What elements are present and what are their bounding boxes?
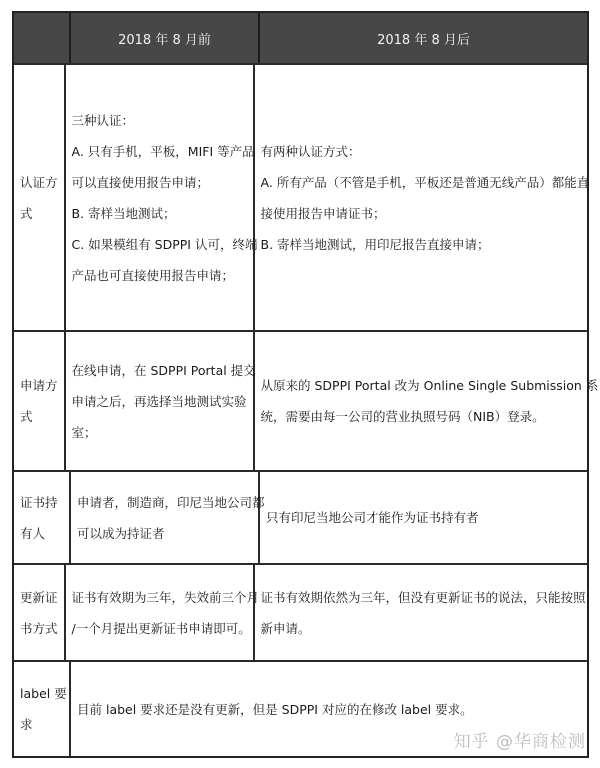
text-line: 三种认证： (71, 112, 135, 128)
text-line: A. 所有产品（不管是手机，平板还是普通无线产品）都能直 (260, 174, 590, 190)
text-line: /一个月提出更新证书申请即可。 (71, 620, 251, 636)
text-line: 可以成为持证者 (77, 525, 165, 541)
text-line: 可以直接使用报告申请； (71, 174, 210, 190)
text-line: 室； (71, 424, 97, 440)
header-empty-cell (14, 13, 71, 63)
text-line: 在线申请，在 SDPPI Portal 提交 (71, 362, 256, 378)
text-line: B. 寄样当地测试，用印尼报告直接申请； (260, 236, 490, 252)
text-line: 证书有效期依然为三年，但没有更新证书的说法，只能按照 (260, 589, 586, 605)
row-label (14, 565, 66, 660)
row-label (14, 65, 66, 330)
before-cell (66, 65, 258, 330)
label-line: 书方式 (20, 620, 58, 636)
after-cell (255, 332, 600, 470)
text-line: 统，需要由每一公司的营业执照号码（NIB）登录。 (260, 409, 545, 424)
before-cell (66, 565, 260, 660)
row-label (14, 662, 71, 756)
table-row-application-method (14, 332, 599, 472)
table-header-row (14, 13, 587, 65)
text-line: 有两种认证方式： (260, 143, 361, 159)
after-cell (255, 565, 592, 660)
label-line: 求 (20, 717, 33, 732)
label-line: label 要 (20, 686, 67, 701)
label-line: 式 (20, 409, 33, 424)
label-line: 有人 (20, 525, 46, 541)
label-line: 式 (20, 205, 33, 221)
row-label (14, 332, 66, 470)
before-cell (66, 332, 255, 470)
text-line: 证书有效期为三年，失效前三个月 (71, 589, 260, 605)
text-line: B. 寄样当地测试； (71, 205, 176, 221)
comparison-table (12, 11, 599, 758)
before-cell (71, 472, 265, 563)
after-cell (260, 472, 587, 563)
row-label (14, 472, 71, 563)
text-line: 从原来的 SDPPI Portal 改为 Online Single Submission 系 (260, 378, 599, 393)
text-line: C. 如果模组有 SDPPI 认可，终端 (71, 236, 258, 252)
text-line: 接使用报告申请证书； (260, 205, 386, 221)
after-cell (255, 65, 596, 330)
text-line: 目前 label 要求还是没有更新，但是 SDPPI 对应的在修改 label 要求。 (77, 701, 473, 717)
text-line: 申请者，制造商，印尼当地公司都 (77, 494, 265, 510)
label-line: 申请方 (20, 378, 58, 393)
text-line: 申请之后，再选择当地测试实验 (71, 393, 247, 409)
label-line: 认证方 (20, 174, 58, 190)
zhihu-watermark: 知乎 @华商检测 (453, 732, 586, 752)
text-line: 新申请。 (260, 620, 311, 636)
table-row-certification-method (14, 65, 590, 332)
header-after-aug-2018: 2018 年 8 月后 (377, 32, 470, 48)
label-line: 更新证 (20, 589, 58, 605)
table-row-certificate-renewal (14, 565, 587, 662)
text-line: 产品也可直接使用报告申请； (71, 267, 235, 283)
table-row-certificate-holder (14, 472, 587, 565)
label-line: 证书持 (20, 494, 58, 510)
text-line: 只有印尼当地公司才能作为证书持有者 (266, 510, 479, 525)
header-before-aug-2018: 2018 年 8 月前 (71, 13, 260, 63)
text-line: A. 只有手机，平板，MIFI 等产品 (71, 143, 255, 159)
